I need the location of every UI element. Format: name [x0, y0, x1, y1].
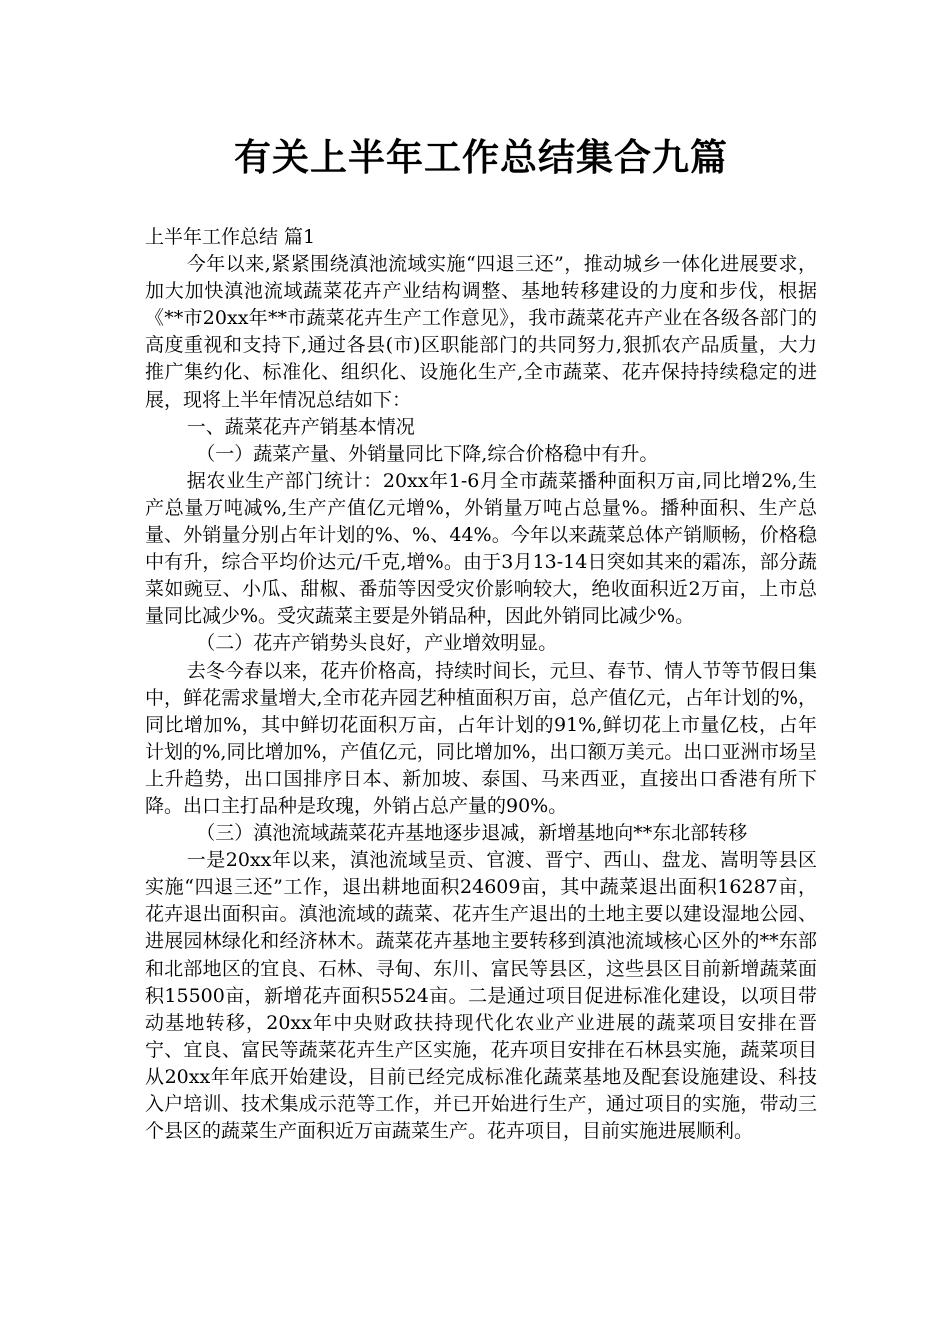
paragraph-base-transfer: 一是20xx年以来，滇池流域呈贡、官渡、晋宁、西山、盘龙、嵩明等县区实施“四退三还”工作，退出耕地面积24609亩，其中蔬菜退出面积16287亩，花卉退出面积亩。滇池流域的蔬菜、花卉生产退出的土地主要以建设湿地公园、进展园林绿化和经济林木。蔬菜花卉基地主要转移到滇池流域核心区外的**东部和北部地区的宜良、石林、寻甸、东川、富民等县区，这些县区目前新增蔬菜面积15500亩，新增花卉面积5524亩。二是通过项目促进标准化建设，以项目带动基地转移，20xx年中央财政扶持现代化农业产业进展的蔬菜项目安排在晋宁、宜良、富民等蔬菜花卉生产区实施，花卉项目安排在石林县实施，蔬菜项目从20xx年年底开始建设，目前已经完成标准化蔬菜基地及配套设施建设、科技入户培训、技术集成示范等工作，并已开始进行生产，通过项目的实施，带动三个县区的蔬菜生产面积近万亩蔬菜生产。花卉项目，目前实施进展顺利。	[145, 849, 817, 1143]
subheading-vegetables: （一）蔬菜产量、外销量同比下降,综合价格稳中有升。	[196, 442, 659, 465]
paragraph-intro: 今年以来,紧紧围绕滇池流域实施“四退三还”，推动城乡一体化进展要求，加大加快滇池流域蔬菜花卉产业结构调整、基地转移建设的力度和步伐，根据《**市20xx年**市蔬菜花卉生产工作意见》，我市蔬菜花卉产业在各级各部门的高度重视和支持下,通过各县(市)区职能部门的共同努力,狠抓农产品质量，大力推广集约化、标准化、组织化、设施化生产,全市蔬菜、花卉保持持续稳定的进展，现将上半年情况总结如下：	[145, 253, 817, 411]
section-heading: 上半年工作总结 篇1	[145, 226, 316, 248]
document-title: 有关上半年工作总结集合九篇	[234, 136, 728, 179]
document-body	[145, 224, 817, 1145]
paragraph-flowers: 去冬今春以来，花卉价格高，持续时间长，元旦、春节、情人节等节假日集中，鲜花需求量增大,全市花卉园艺种植面积万亩，总产值亿元，占年计划的%，同比增加%，其中鲜切花面积万亩，占年计划的91%,鲜切花上市量亿枝，占年计划的%,同比增加%，产值亿元，同比增加%，出口额万美元。出口亚洲市场呈上升趋势，出口国排序日本、新加坡、泰国、马来西亚，直接出口香港有所下降。出口主打品种是玫瑰，外销占总产量的90%。	[145, 659, 817, 817]
paragraph-vegetables: 据农业生产部门统计：20xx年1-6月全市蔬菜播种面积万亩,同比增2%,生产总量万吨减%,生产产值亿元增%，外销量万吨占总量%。播种面积、生产总量、外销量分别占年计划的%、%、44%。今年以来蔬菜总体产销顺畅，价格稳中有升，综合平均价达元/千克,增%。由于3月13-14日突如其来的霜冻，部分蔬菜如豌豆、小瓜、甜椒、番茄等因受灾价影响较大，绝收面积近2万亩，上市总量同比减少%。受灾蔬菜主要是外销品种，因此外销同比减少%。	[145, 469, 817, 628]
subheading-flowers: （二）花卉产销势头良好，产业增效明显。	[196, 632, 558, 655]
document-page	[145, 0, 817, 1145]
subheading-base-transfer: （三）滇池流域蔬菜花卉基地逐步退减，新增基地向**东北部转移	[196, 822, 748, 845]
subheading-overview: 一、蔬菜花卉产销基本情况	[186, 415, 415, 438]
